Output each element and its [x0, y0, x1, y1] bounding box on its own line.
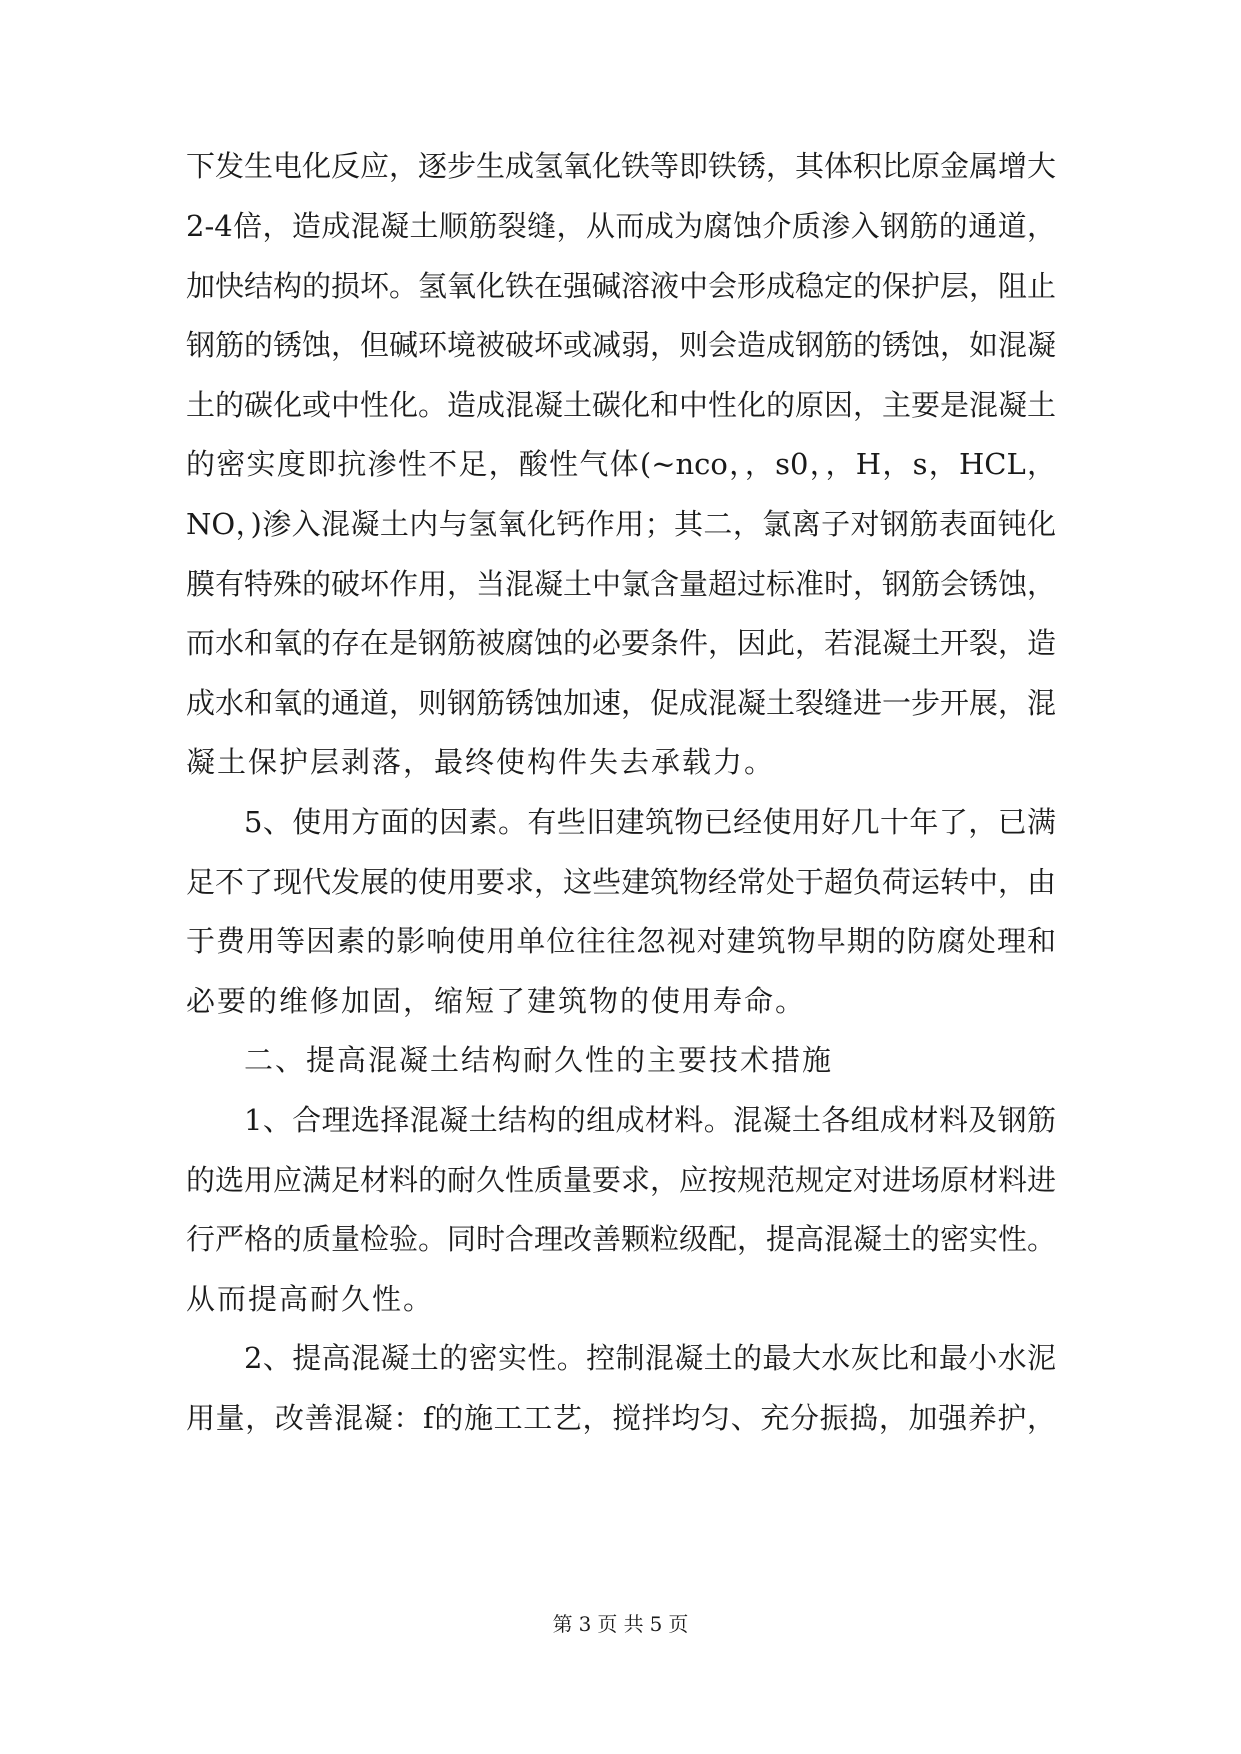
body-text-line: 2-4倍，造成混凝土顺筋裂缝，从而成为腐蚀介质渗入钢筋的通道， — [186, 209, 1056, 243]
body-text-line: 凝土保护层剥落，最终使构件失去承载力。 — [186, 745, 776, 779]
body-text-line: 加快结构的损坏。氢氧化铁在强碱溶液中会形成稳定的保护层，阻止 — [186, 269, 1057, 303]
footer-suffix: 页 — [668, 1612, 689, 1636]
footer-middle: 页 共 — [597, 1612, 644, 1636]
current-page-number: 3 — [578, 1612, 592, 1636]
paragraph-first-line: 1、合理选择混凝土结构的组成材料。混凝土各组成材料及钢筋 — [244, 1103, 1056, 1137]
body-text-line: NO，)渗入混凝土内与氢氧化钙作用；其二，氯离子对钢筋表面钝化 — [186, 507, 1056, 541]
body-text-line: 膜有特殊的破坏作用，当混凝土中氯含量超过标准时，钢筋会锈蚀， — [186, 567, 1057, 601]
page-footer — [0, 1610, 1241, 1638]
paragraph-first-line: 5、使用方面的因素。有些旧建筑物已经使用好几十年了，已满 — [244, 805, 1056, 839]
section-heading: 二、提高混凝土结构耐久性的主要技术措施 — [244, 1043, 834, 1077]
body-text-line: 下发生电化反应，逐步生成氢氧化铁等即铁锈，其体积比原金属增大 — [186, 149, 1057, 183]
body-text-line: 成水和氧的通道，则钢筋锈蚀加速，促成混凝土裂缝进一步开展，混 — [186, 686, 1057, 720]
body-text-line: 而水和氧的存在是钢筋被腐蚀的必要条件，因此，若混凝土开裂，造 — [186, 626, 1057, 660]
footer-prefix: 第 — [552, 1612, 573, 1636]
body-text-line: 土的碳化或中性化。造成混凝土碳化和中性化的原因，主要是混凝土 — [186, 388, 1057, 422]
body-text-line: 行严格的质量检验。同时合理改善颗粒级配，提高混凝土的密实性。 — [186, 1222, 1057, 1256]
body-text-line: 用量，改善混凝：f的施工工艺，搅拌均匀、充分振捣，加强养护， — [186, 1401, 1056, 1435]
total-page-number: 5 — [649, 1612, 663, 1636]
body-text-line: 的密实度即抗渗性不足，酸性气体(~nco，，s0，，H，s，HCL， — [186, 447, 1056, 481]
body-text-line: 必要的维修加固，缩短了建筑物的使用寿命。 — [186, 984, 807, 1018]
body-text-line: 的选用应满足材料的耐久性质量要求，应按规范规定对进场原材料进 — [186, 1163, 1057, 1197]
body-text-line: 钢筋的锈蚀，但碱环境被破坏或减弱，则会造成钢筋的锈蚀，如混凝 — [186, 328, 1057, 362]
body-text-line: 于费用等因素的影响使用单位往往忽视对建筑物早期的防腐处理和 — [186, 924, 1056, 958]
paragraph-first-line: 2、提高混凝土的密实性。控制混凝土的最大水灰比和最小水泥 — [244, 1341, 1056, 1375]
body-text-line: 从而提高耐久性。 — [186, 1282, 435, 1316]
body-text-line: 足不了现代发展的使用要求，这些建筑物经常处于超负荷运转中，由 — [186, 865, 1057, 899]
